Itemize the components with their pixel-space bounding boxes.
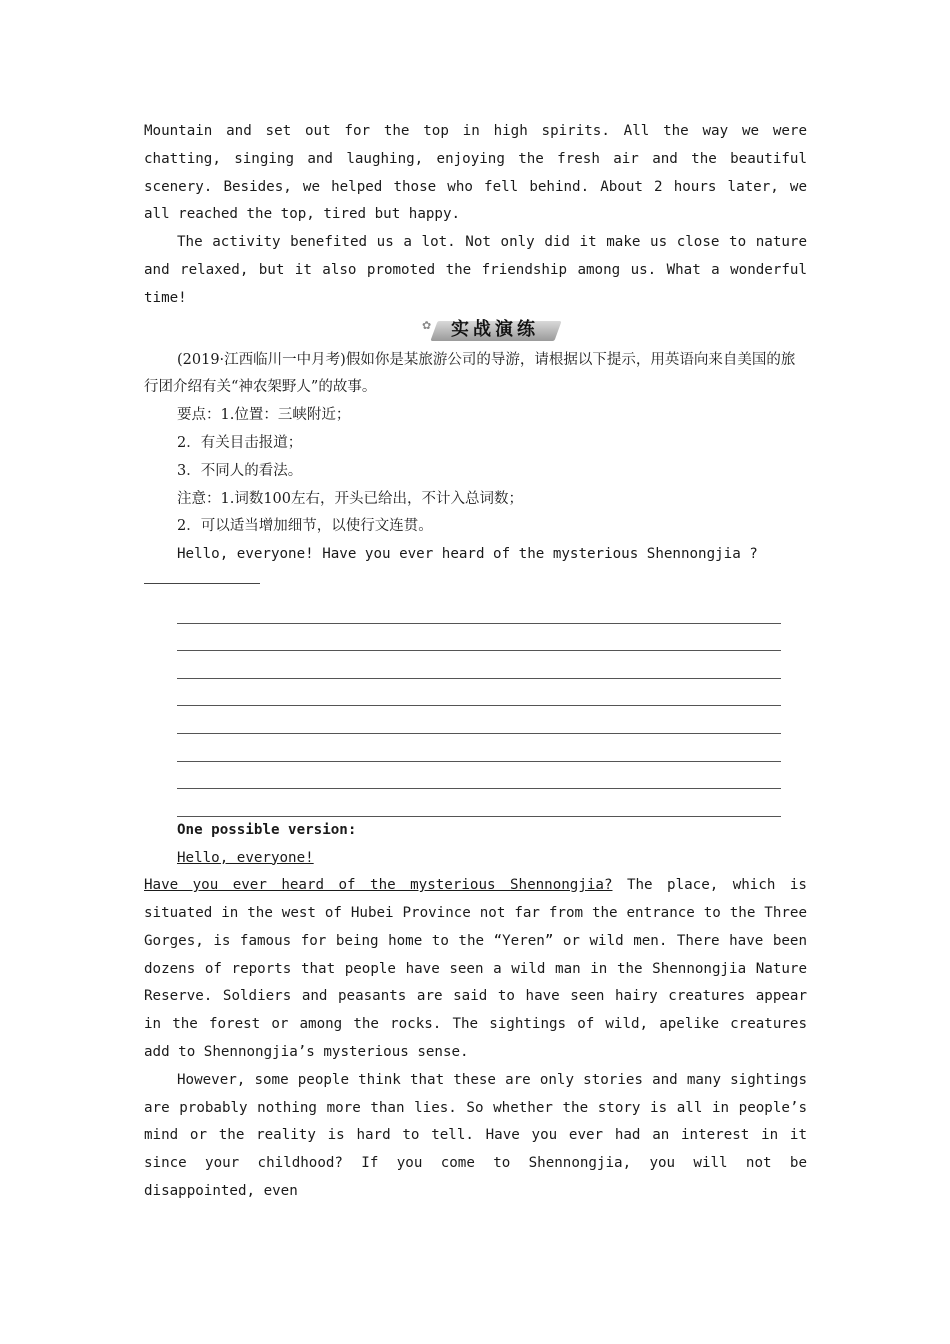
passage-paragraph-2: The activity benefited us a lot. Not only did it make us close to nature and relaxed, but it also promoted the friendship among us. What a wonderful time! bbox=[144, 234, 807, 306]
answer-short-blank bbox=[144, 569, 260, 584]
writing-line bbox=[177, 651, 781, 679]
task-point-2: 2．有关目击报道； bbox=[177, 434, 303, 451]
answer-greeting-line bbox=[144, 845, 807, 873]
answer-first-sentence: Have you ever heard of the mysterious Shennongjia? bbox=[144, 877, 613, 894]
task-prompt: (2019·江西临川一中月考)假如你是某旅游公司的导游，请根据以下提示，用英语向来自美国的旅行团介绍有关“神农架野人”的故事。 bbox=[144, 351, 796, 396]
task-note-1: 注意：1.词数100左右，开头已给出，不计入总词数； bbox=[177, 490, 524, 507]
answer-writing-lines bbox=[177, 596, 781, 817]
answer-greeting: Hello, everyone! bbox=[177, 849, 314, 866]
answer-paragraph-1 bbox=[144, 872, 807, 1067]
writing-line bbox=[177, 734, 781, 762]
section-heading-title: 实战演练 bbox=[451, 318, 539, 340]
writing-line bbox=[177, 762, 781, 790]
answer-paragraph-2: However, some people think that these are only stories and many sightings are probably nothing more than lies. So whether the story is all in people’s mind or the reality is hard to tell. Have you ever had an interest in it since your childhood? If you come to Shennongjia, you will not be disappointed, even bbox=[144, 1071, 807, 1200]
task-note-2: 2．可以适当增加细节，以使行文连贯。 bbox=[177, 518, 433, 535]
task-opening-line: Hello, everyone! Have you ever heard of the mysterious Shennongjia ? bbox=[177, 546, 758, 563]
heading-decoration-icon: ✿ bbox=[422, 318, 432, 332]
writing-line bbox=[177, 596, 781, 624]
answer-label: One possible version: bbox=[177, 821, 357, 838]
writing-line bbox=[177, 706, 781, 734]
section-heading-wrap bbox=[144, 315, 807, 347]
writing-line bbox=[177, 679, 781, 707]
writing-line bbox=[177, 789, 781, 817]
document-page bbox=[144, 118, 807, 1206]
task-point-3: 3．不同人的看法。 bbox=[177, 462, 303, 479]
writing-line bbox=[177, 624, 781, 652]
passage-paragraph-1: Mountain and set out for the top in high spirits. All the way we were chatting, singing and laughing, enjoying the fresh air and the beautiful scenery. Besides, we helped those who fell behind. About 2 hours later, we all reached the top, tired but happy. bbox=[144, 123, 807, 223]
answer-paragraph-1-rest: The place, which is situated in the west of Hubei Province not far from the entrance to the Three Gorges, is famous for being home to the “Yeren” or wild men. There have been dozens of reports that people have seen a wild man in the Shennongjia Nature Reserve. Soldiers and peasants are said to have seen hairy creatures appear in the forest or among the rocks. The sightings of wild, apelike creatures add to Shennongjia’s mysterious sense. bbox=[144, 877, 807, 1061]
task-point-1: 要点：1.位置：三峡附近； bbox=[177, 407, 351, 424]
section-heading-banner bbox=[424, 317, 564, 343]
